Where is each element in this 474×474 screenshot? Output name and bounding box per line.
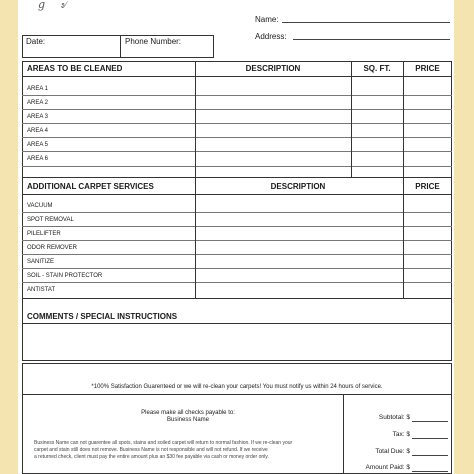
- name-field[interactable]: [282, 22, 450, 23]
- area-row-label: AREA 4: [27, 128, 49, 134]
- date-field[interactable]: [26, 46, 116, 56]
- service-row-label: ODOR REMOVER: [27, 245, 78, 251]
- area-row-rule: [22, 151, 452, 152]
- service-row-label: PILELIFTER: [27, 231, 61, 237]
- service-row-label: VACUUM: [27, 203, 53, 209]
- service-row-rule: [22, 254, 452, 255]
- areas-header: AREAS TO BE CLEANED: [27, 64, 123, 73]
- area-row-rule: [22, 109, 452, 110]
- service-row-label: ANTISTAT: [27, 287, 56, 293]
- phone-label: Phone Number:: [125, 37, 182, 46]
- checks-business-name: Business Name: [166, 417, 210, 423]
- address-label: Address:: [255, 32, 287, 41]
- disclaimer-line: carpet and stain still does not remove. Business Name is not responsible and will not refund. If we receive: [34, 447, 268, 453]
- invoice-sheet: [18, 0, 454, 474]
- areas-col-divider: [195, 61, 196, 177]
- area-row-rule: [22, 137, 452, 138]
- area-row-rule: [22, 95, 452, 96]
- date-label: Date:: [26, 37, 46, 46]
- subtotal-label: Subtotal: $: [378, 414, 410, 421]
- areas-description-header: DESCRIPTION: [245, 64, 301, 73]
- total-due-label: Total Due: $: [375, 448, 410, 455]
- area-row-label: AREA 2: [27, 100, 49, 106]
- tax-field[interactable]: [412, 438, 448, 439]
- services-description-header: DESCRIPTION: [270, 182, 326, 191]
- name-label: Name:: [255, 15, 279, 24]
- phone-field[interactable]: [125, 46, 211, 56]
- services-col-divider: [403, 177, 404, 298]
- total-due-field[interactable]: [412, 455, 448, 456]
- amount-paid-label: Amount Paid: $: [365, 464, 410, 471]
- footer-divider: [343, 394, 344, 474]
- service-row-label: SANITIZE: [27, 259, 55, 265]
- service-row-rule: [22, 268, 452, 269]
- area-row-rule: [22, 166, 452, 167]
- areas-section-end: [22, 177, 452, 178]
- area-row-label: AREA 6: [27, 156, 49, 162]
- disclaimer-line: a returned check, client must pay the entire amount plus an $30 fee payable via cash or money order only.: [34, 454, 269, 460]
- date-phone-divider: [120, 35, 121, 58]
- area-row-label: AREA 1: [27, 86, 49, 92]
- area-row-rule: [22, 123, 452, 124]
- guarantee-text: *100% Satisfaction Guarenteed or we will re-clean your carpets! You must notify us within 24 hours of service.: [91, 384, 383, 390]
- service-row-label: SOIL - STAIN PROTECTOR: [27, 273, 103, 279]
- disclaimer-line: Business Name can not guarentee all spots, stains and soiled carpet will return to normal fashion. If we re-clean your: [34, 440, 293, 446]
- service-row-rule: [22, 226, 452, 227]
- areas-price-header: PRICE: [415, 64, 440, 73]
- areas-col-divider: [351, 61, 352, 177]
- amount-paid-field[interactable]: [412, 471, 448, 472]
- comments-header: COMMENTS / SPECIAL INSTRUCTIONS: [27, 312, 178, 321]
- service-row-label: SPOT REMOVAL: [27, 217, 74, 223]
- service-row-rule: [22, 212, 452, 213]
- area-row-label: AREA 5: [27, 142, 49, 148]
- comments-field[interactable]: [24, 325, 450, 359]
- services-price-header: PRICE: [415, 182, 440, 191]
- address-field[interactable]: [293, 39, 450, 40]
- subtotal-field[interactable]: [412, 421, 448, 422]
- service-row-rule: [22, 282, 452, 283]
- footer-rule: [22, 394, 452, 395]
- areas-sqft-header: SQ. FT.: [363, 64, 391, 73]
- services-col-divider: [195, 177, 196, 298]
- area-row-label: AREA 3: [27, 114, 49, 120]
- service-row-rule: [22, 240, 452, 241]
- areas-col-divider: [403, 61, 404, 177]
- tax-label: Tax: $: [392, 431, 410, 438]
- comments-header-rule: [22, 323, 452, 324]
- services-header-rule: [22, 194, 452, 195]
- areas-header-rule: [22, 76, 452, 77]
- services-section-end: [22, 298, 452, 299]
- checks-payable-text: Please make all checks payable to:: [141, 410, 235, 416]
- business-logo: g ৶: [38, 0, 73, 11]
- services-header: ADDITIONAL CARPET SERVICES: [27, 182, 154, 191]
